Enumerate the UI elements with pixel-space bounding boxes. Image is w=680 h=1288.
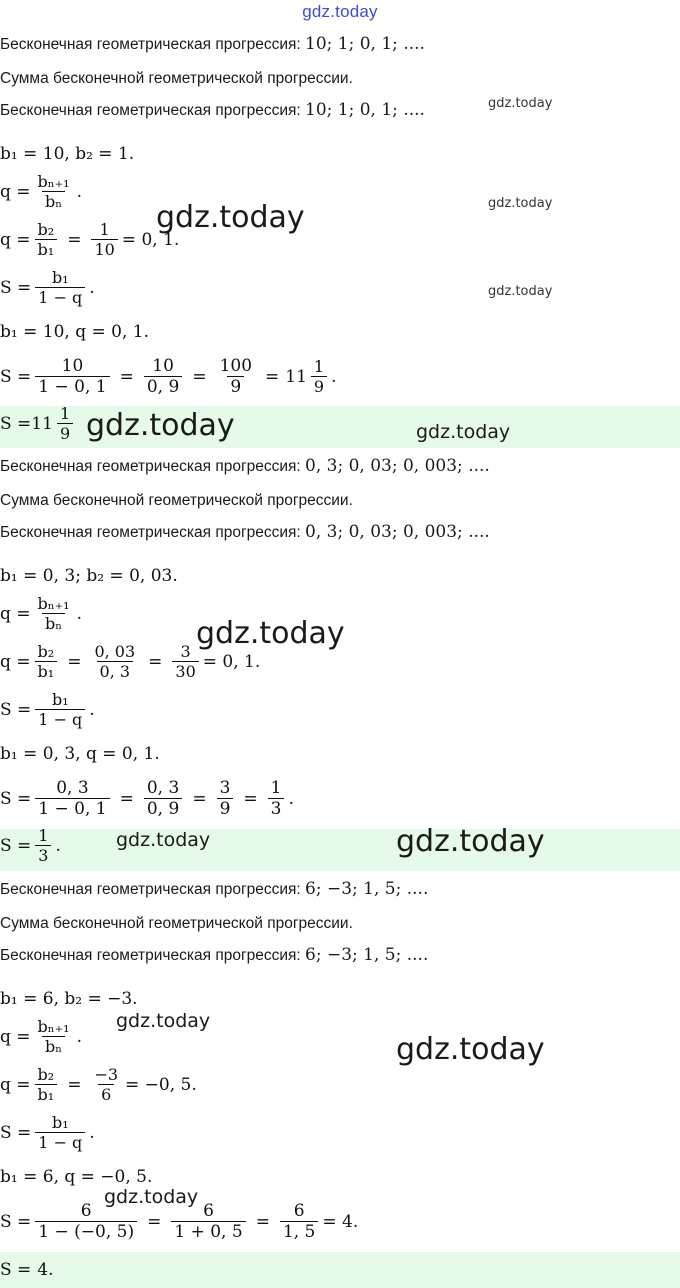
sequence-label: Бесконечная геометрическая прогрессия:	[0, 36, 301, 53]
s-formula: S = $\frac{\text{b₁}}{1 - q}$ .	[0, 268, 95, 307]
q-formula: q = $\frac{\text{bₙ₊₁}}{\text{bₙ}}$ .	[0, 594, 82, 633]
problem-3	[0, 845, 680, 1288]
given-values: b₁ = 6, q = −0, 5.	[0, 1167, 153, 1187]
answer-line: S = $\frac{1}{3}$ .	[0, 826, 61, 865]
sequence-line	[0, 879, 428, 899]
sequence-label: Бесконечная геометрическая прогрессия:	[0, 102, 301, 119]
answer-highlight	[0, 1252, 680, 1288]
sequence-terms: 6; −3; 1, 5; ....	[305, 879, 429, 899]
sequence-line-repeat	[0, 945, 428, 965]
q-formula: q = $\frac{\text{bₙ₊₁}}{\text{bₙ}}$ .	[0, 172, 82, 211]
s-calculation: S = $\frac{10}{1 - 0, 1}$ = $\frac{10}{0, 9}$ = $\frac{100}{9}$ = 11 $\frac{1}{9}$ .	[0, 356, 337, 397]
watermark: gdz.today	[196, 616, 345, 651]
b1-b2-line: b₁ = 0, 3; b₂ = 0, 03.	[0, 566, 178, 586]
sequence-line-repeat	[0, 522, 490, 542]
s-formula: S = $\frac{\text{b₁}}{1 - q}$ .	[0, 1113, 95, 1152]
sequence-terms: 6; −3; 1, 5; ....	[305, 945, 429, 965]
answer-line: S = 4.	[0, 1260, 54, 1280]
watermark: gdz.today	[116, 829, 211, 851]
s-calculation: S = $\frac{0, 3}{1 - 0, 1}$ = $\frac{0, 3}{0, 9}$ = $\frac{3}{9}$ = $\frac{1}{3}$ .	[0, 778, 294, 819]
sequence-terms: 10; 1; 0, 1; ....	[305, 100, 425, 120]
q-formula: q = $\frac{\text{bₙ₊₁}}{\text{bₙ}}$ .	[0, 1017, 82, 1056]
watermark: gdz.today	[104, 1186, 199, 1208]
sequence-label: Бесконечная геометрическая прогрессия:	[0, 458, 301, 475]
sum-heading: Сумма бесконечной геометрической прогрессии.	[0, 915, 353, 932]
s-formula: S = $\frac{\text{b₁}}{1 - q}$ .	[0, 690, 95, 729]
q-calculation: q = $\frac{\text{b₂}}{\text{b₁}}$ = $\frac{1}{10}$ = 0, 1.	[0, 220, 180, 259]
watermark: gdz.today	[396, 1032, 545, 1067]
sequence-line	[0, 456, 490, 476]
sequence-terms: 0, 3; 0, 03; 0, 003; ....	[305, 522, 490, 542]
given-values: b₁ = 10, q = 0, 1.	[0, 322, 149, 342]
sequence-label: Бесконечная геометрическая прогрессия:	[0, 881, 301, 898]
sequence-label: Бесконечная геометрическая прогрессия:	[0, 524, 301, 541]
sum-heading: Сумма бесконечной геометрической прогрессии.	[0, 492, 353, 509]
problem-1	[0, 0, 680, 424]
b1-b2-line: b₁ = 10, b₂ = 1.	[0, 144, 135, 164]
sequence-terms: 10; 1; 0, 1; ....	[305, 34, 425, 54]
watermark: gdz.today	[488, 284, 553, 299]
sum-heading: Сумма бесконечной геометрической прогрессии.	[0, 70, 353, 87]
given-values: b₁ = 0, 3, q = 0, 1.	[0, 744, 160, 764]
watermark: gdz.today	[86, 408, 235, 443]
q-calculation: q = $\frac{\text{b₂}}{\text{b₁}}$ = $\frac{-3}{6}$ = −0, 5.	[0, 1065, 197, 1104]
watermark: gdz.today	[116, 1010, 211, 1032]
s-calculation: S = $\frac{6}{1 - (-0, 5)}$ = $\frac{6}{1 + 0, 5}$ = $\frac{6}{1, 5}$ = 4.	[0, 1201, 359, 1242]
watermark: gdz.today	[416, 421, 511, 443]
sequence-label: Бесконечная геометрическая прогрессия:	[0, 947, 301, 964]
sequence-line	[0, 34, 425, 54]
sequence-line-repeat	[0, 100, 425, 120]
watermark: gdz.today	[156, 200, 305, 235]
site-logo[interactable]: gdz.today	[302, 2, 378, 21]
b1-b2-line: b₁ = 6, b₂ = −3.	[0, 989, 138, 1009]
answer-line: S = 11 $\frac{1}{9}$	[0, 404, 77, 443]
watermark: gdz.today	[488, 96, 553, 111]
sequence-terms: 0, 3; 0, 03; 0, 003; ....	[305, 456, 490, 476]
q-calculation: q = $\frac{\text{b₂}}{\text{b₁}}$ = $\frac{0, 03}{0, 3}$ = $\frac{3}{30}$ = 0, 1.	[0, 642, 261, 681]
watermark: gdz.today	[396, 824, 545, 859]
watermark: gdz.today	[488, 196, 553, 211]
